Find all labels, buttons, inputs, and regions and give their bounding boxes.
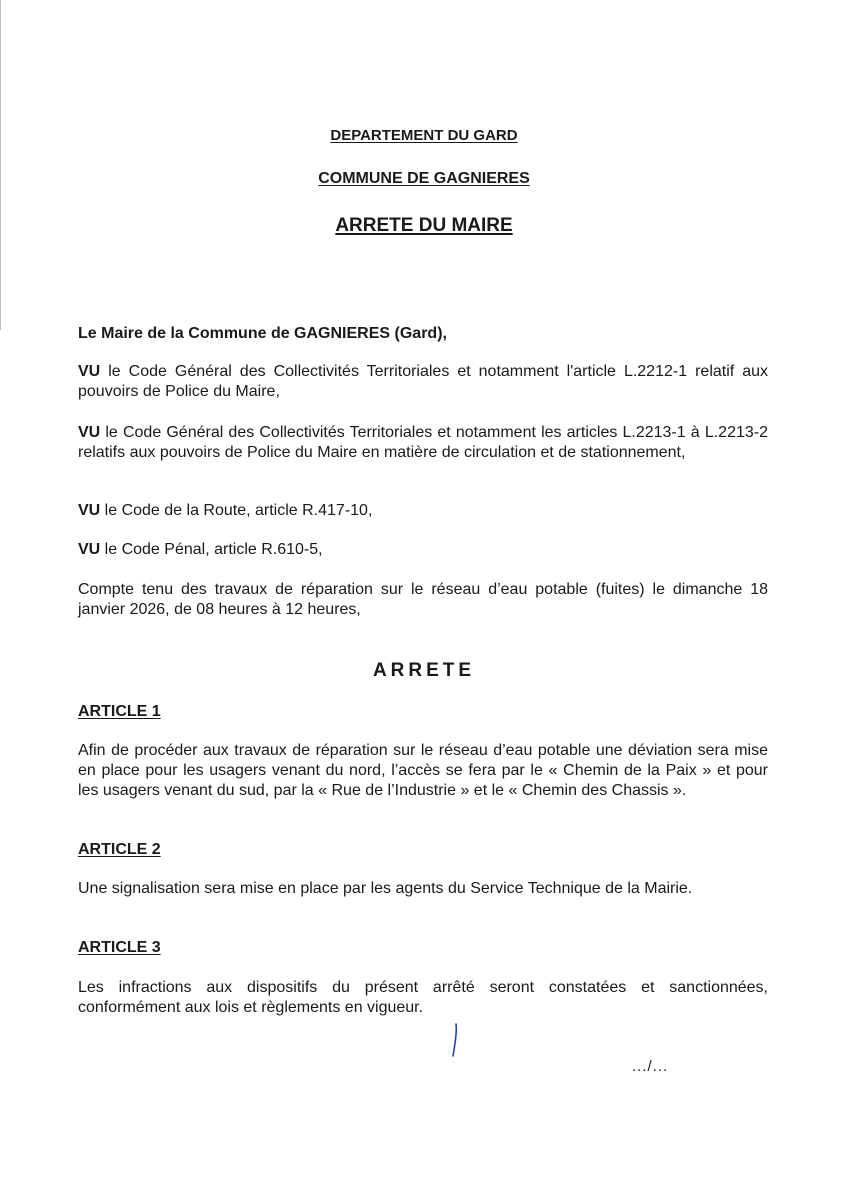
article-3-heading: ARTICLE 3 [78,939,161,956]
consideration-keyword: VU [78,424,101,441]
consideration-keyword: VU [78,502,101,519]
consideration-text: le Code Général des Collectivités Territoriales et notamment les articles L.2213-1 à L.2213-2 relatifs aux pouvoirs de Police du Maire en matière de circulation et de stationnement, [78,424,768,461]
consideration-3 [78,501,768,521]
consideration-keyword: VU [78,363,101,380]
consideration-keyword: VU [78,541,101,558]
consideration-1 [78,362,768,402]
consideration-4 [78,540,768,560]
consideration-text: le Code de la Route, article R.417-10, [100,502,373,519]
article-2-body: Une signalisation sera mise en place par les agents du Service Technique de la Mairie. [78,880,693,897]
continuation-marker: .../... [632,1058,669,1075]
decision-title: ARRETE [372,660,476,681]
context-paragraph: Compte tenu des travaux de réparation sur le réseau d’eau potable (fuites) le dimanche 18 janvier 2026, de 08 heures à 12 heures, [78,581,768,618]
consideration-text: le Code Pénal, article R.610-5, [100,541,323,558]
article-2-heading: ARTICLE 2 [78,841,161,858]
scan-edge-line [0,0,1,330]
consideration-text: le Code Général des Collectivités Territoriales et notamment l'article L.2212-1 relatif aux pouvoirs de Police du Maire, [78,363,768,400]
consideration-2 [78,423,768,463]
article-1-heading: ARTICLE 1 [78,703,161,720]
intro-line: Le Maire de la Commune de GAGNIERES (Gard), [78,325,447,342]
department-heading: DEPARTEMENT DU GARD [330,127,518,144]
pen-mark [450,1022,460,1058]
article-1-body: Afin de procéder aux travaux de réparation sur le réseau d’eau potable une déviation sera mise en place pour les usagers venant du nord, l’accès se fera par le « Chemin de la Paix » et pour les usagers venant du sud, par la « Rue de l’Industrie » et le « Chemin des Chassis ». [78,742,768,799]
document-title: ARRETE DU MAIRE [335,215,513,236]
commune-heading: COMMUNE DE GAGNIERES [318,170,530,187]
article-3-body: Les infractions aux dispositifs du présent arrêté seront constatées et sanctionnées, conformément aux lois et règlements en vigueur. [78,979,768,1016]
